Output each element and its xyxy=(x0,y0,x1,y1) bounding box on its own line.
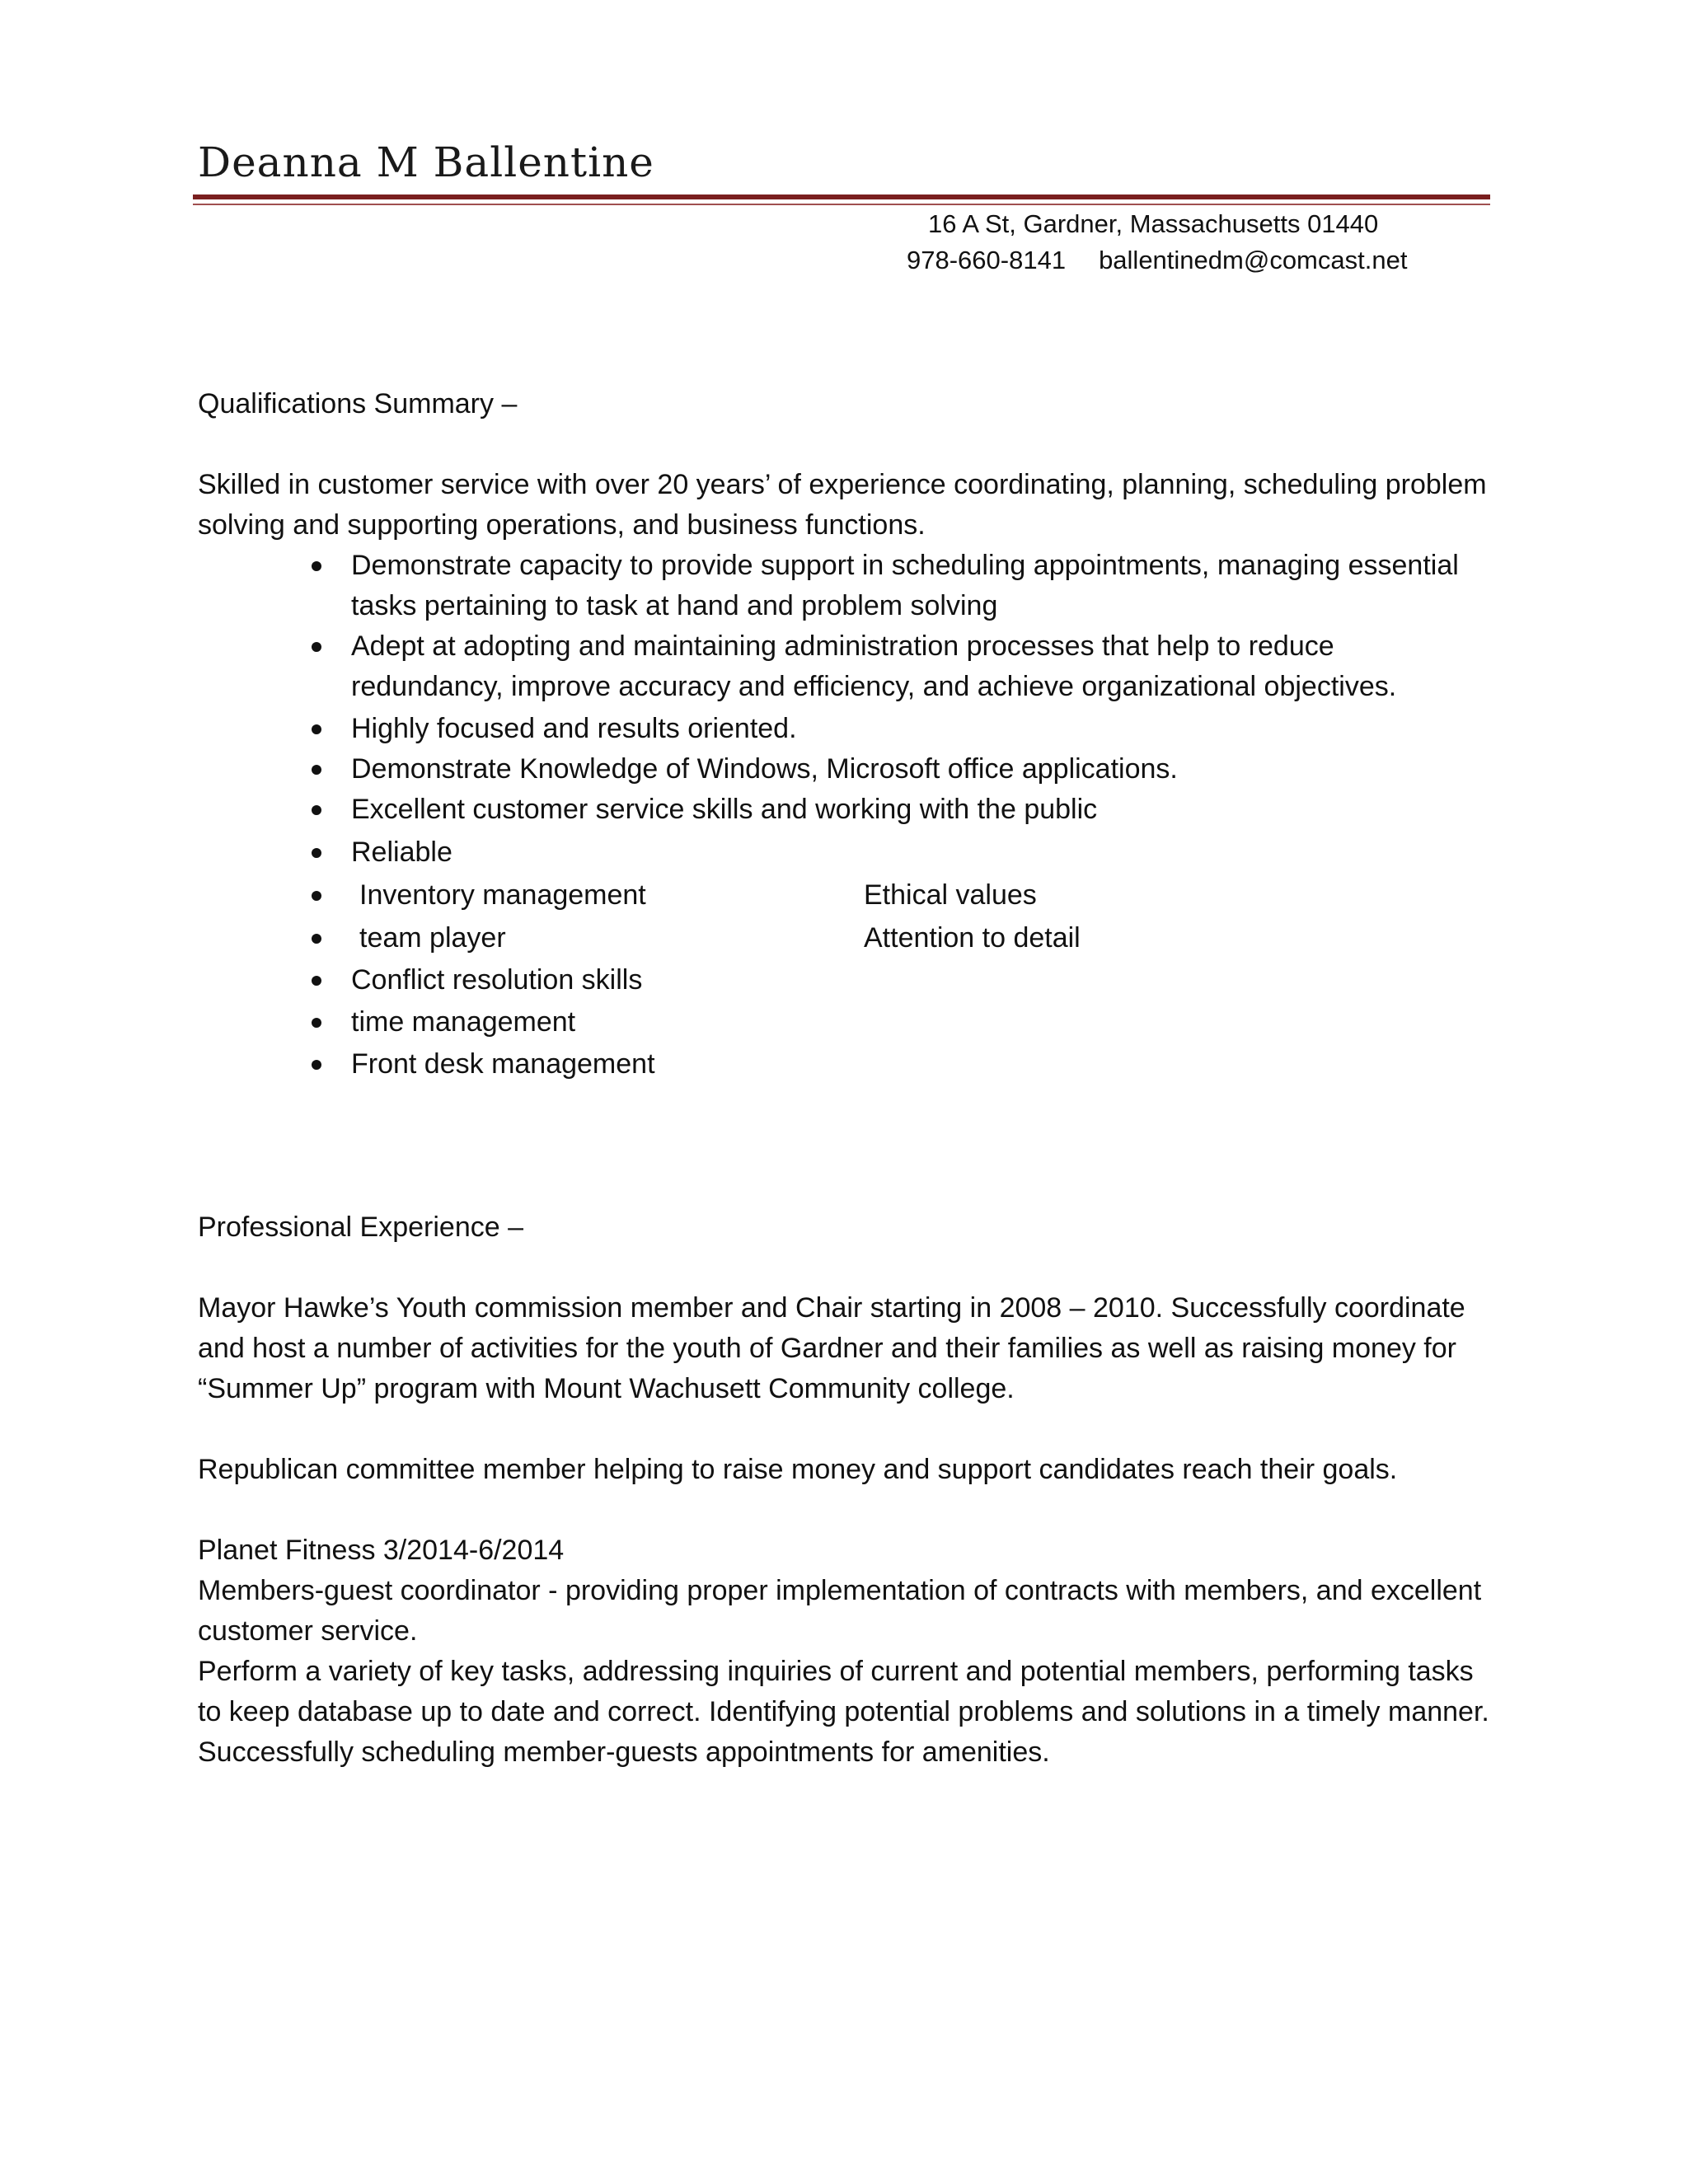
address: 16 A St, Gardner, Massachusetts 01440 xyxy=(928,209,1379,238)
experience-republican: Republican committee member helping to raise money and support candidates reach their goals. xyxy=(198,1454,1398,1485)
email: ballentinedm@comcast.net xyxy=(1099,246,1408,274)
phone: 978-660-8141 xyxy=(907,246,1067,274)
list-item xyxy=(198,875,1492,916)
bullet-icon xyxy=(312,934,321,944)
header-rule-thin xyxy=(193,204,1490,205)
qualifications-list xyxy=(198,546,1492,1085)
list-item: Demonstrate Knowledge of Windows, Microsoft office applications. xyxy=(198,749,1492,790)
qualifications-heading: Qualifications Summary – xyxy=(198,388,518,419)
left-skill: team player xyxy=(359,922,506,954)
list-item: Demonstrate capacity to provide support in scheduling appointments, managing essential tasks pertaining to task at hand and problem solving xyxy=(198,546,1492,626)
list-item: Excellent customer service skills and working with the public xyxy=(198,790,1492,830)
phone-email-line xyxy=(907,242,1484,279)
right-skill: Attention to detail xyxy=(864,922,1081,954)
bullet-icon xyxy=(312,724,321,734)
list-item: Reliable xyxy=(198,832,1492,873)
bullet-icon xyxy=(312,805,321,815)
qualifications-summary: Skilled in customer service with over 20 years’ of experience coordinating, planning, scheduling problem solving and supporting operations, and business functions. xyxy=(198,469,1487,541)
bullet-icon xyxy=(312,848,321,858)
left-skill: Inventory management xyxy=(359,879,646,911)
experience-planet-duties: Perform a variety of key tasks, addressing inquiries of current and potential members, performing tasks to keep database up to date and correct. Identifying potential problems and solutions in a timely manner. Successfully scheduling member-guests appointments for amenities. xyxy=(198,1656,1489,1768)
bullet-icon xyxy=(312,891,321,901)
right-skill: Ethical values xyxy=(864,879,1037,911)
bullet-icon xyxy=(312,1060,321,1070)
experience-planet-role: Members-guest coordinator - providing proper implementation of contracts with members, and excellent customer service. xyxy=(198,1575,1482,1647)
two-column-row xyxy=(351,918,1492,958)
list-item xyxy=(198,918,1492,958)
two-column-row xyxy=(351,875,1492,916)
experience-mayor: Mayor Hawke’s Youth commission member and Chair starting in 2008 – 2010. Successfully coordinate and host a number of activities for the youth of Gardner and their families as well as raising money for “Summer Up” program with Mount Wachusett Community college. xyxy=(198,1292,1465,1404)
contact-info xyxy=(907,206,1484,279)
bullet-icon xyxy=(312,1018,321,1028)
list-item: time management xyxy=(198,1002,1492,1043)
candidate-name: Deanna M Ballentine xyxy=(198,138,654,186)
experience-section xyxy=(198,1207,1492,1773)
bullet-icon xyxy=(312,561,321,571)
bullet-icon xyxy=(312,976,321,986)
bullet-icon xyxy=(312,765,321,775)
list-item: Adept at adopting and maintaining administration processes that help to reduce redundancy, improve accuracy and efficiency, and achieve organizational objectives. xyxy=(198,626,1492,707)
list-item: Highly focused and results oriented. xyxy=(198,709,1492,749)
experience-heading: Professional Experience – xyxy=(198,1212,524,1243)
bullet-icon xyxy=(312,642,321,652)
list-item: Front desk management xyxy=(198,1044,1492,1085)
qualifications-section xyxy=(198,384,1492,1085)
header-rule-thick xyxy=(193,194,1490,199)
list-item: Conflict resolution skills xyxy=(198,960,1492,1001)
experience-planet-title: Planet Fitness 3/2014-6/2014 xyxy=(198,1535,565,1566)
